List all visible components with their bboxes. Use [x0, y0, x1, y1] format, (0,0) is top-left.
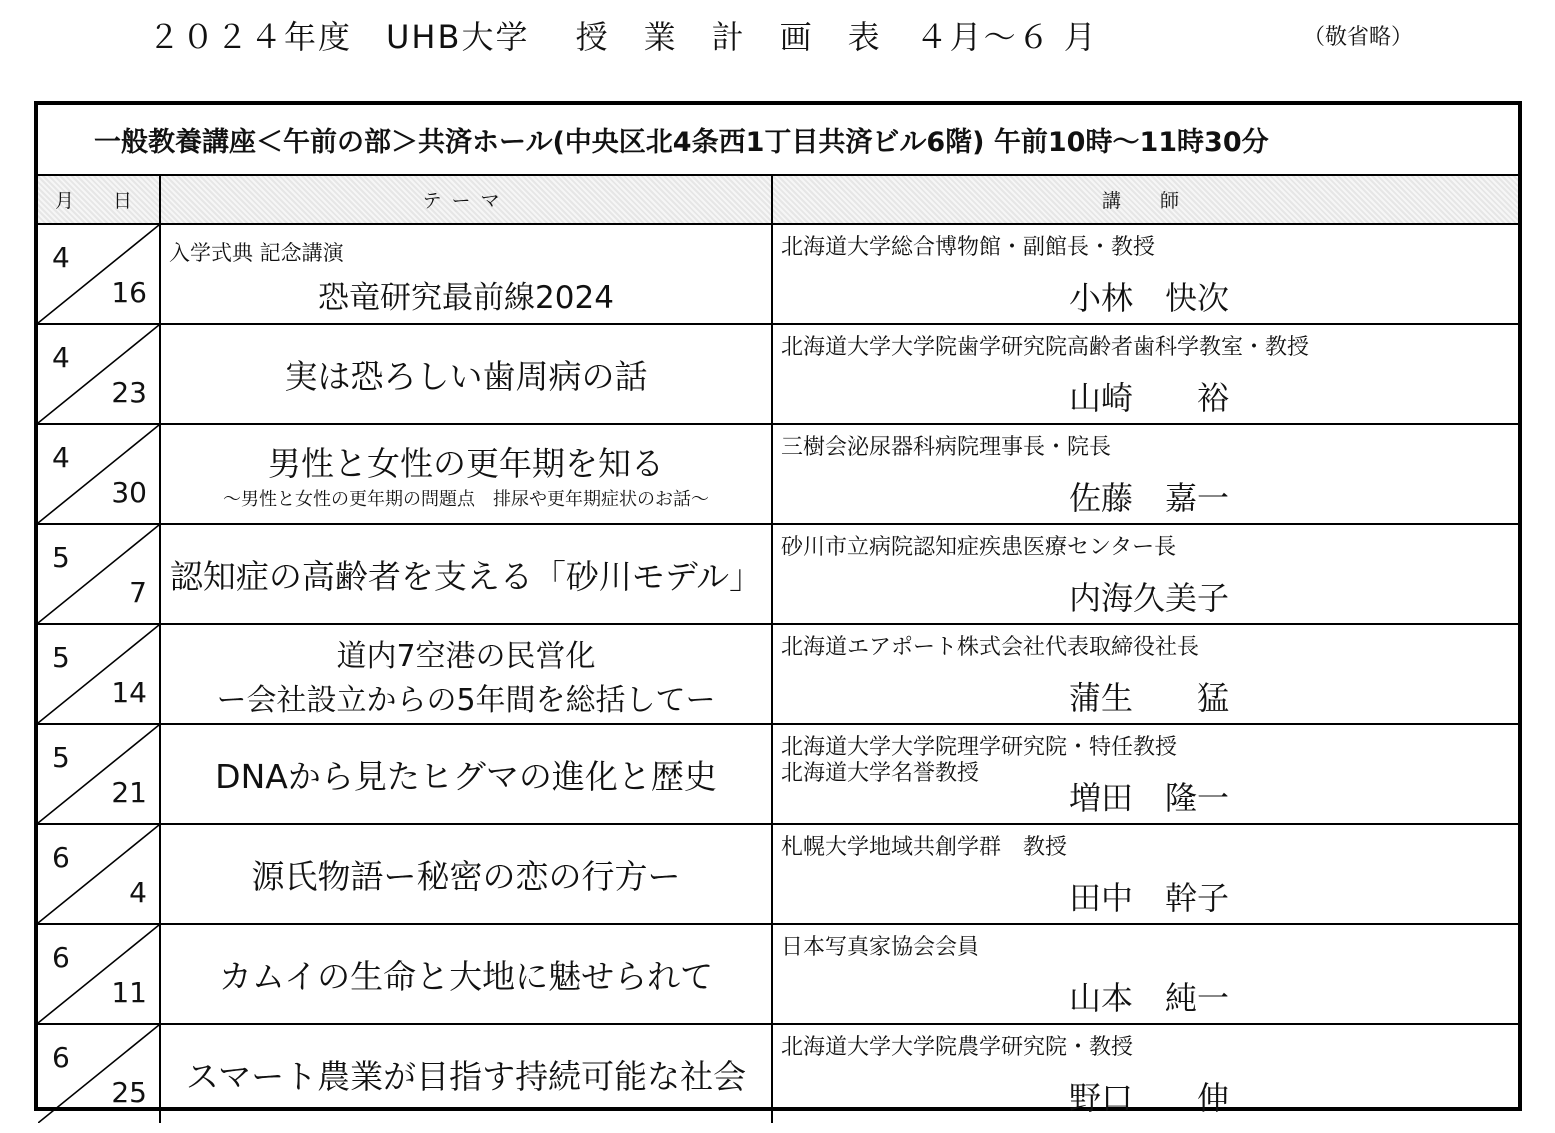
theme-cell — [160, 824, 772, 924]
lecturer-name: 野口 伸 — [1069, 1079, 1230, 1117]
theme-title-line: 道内7空港の民営化 — [336, 639, 596, 674]
lecturer-column-header: 講 師 — [772, 176, 1518, 224]
day-value: 30 — [111, 476, 147, 509]
day-value: 23 — [111, 376, 147, 409]
lecturer-affiliation — [781, 235, 1155, 261]
affiliation-line: 北海道エアポート株式会社代表取締役社長 — [781, 635, 1200, 660]
schedule-rows — [38, 224, 1518, 1123]
day-value: 16 — [111, 276, 147, 309]
theme-title: DNAから見たヒグマの進化と歴史 — [215, 756, 717, 796]
theme-cell — [160, 424, 772, 524]
table-row — [38, 724, 1518, 824]
day-value: 25 — [111, 1076, 147, 1109]
month-value: 4 — [52, 341, 70, 374]
honorific-note: （敬省略） — [1303, 25, 1414, 50]
theme-cell — [160, 624, 772, 724]
lecturer-name: 蒲生 猛 — [1069, 679, 1230, 717]
lecturer-affiliation — [781, 835, 1067, 861]
month-value: 5 — [52, 741, 70, 774]
theme-title: 源氏物語ー秘密の恋の行方ー — [251, 856, 681, 896]
day-value: 21 — [111, 776, 147, 809]
date-cell — [38, 724, 160, 824]
day-value: 11 — [111, 976, 147, 1009]
date-cell — [38, 324, 160, 424]
date-cell — [38, 624, 160, 724]
table-row — [38, 924, 1518, 1024]
theme-cell — [160, 224, 772, 324]
theme-title-line: ー会社設立からの5年間を総括してー — [216, 683, 716, 718]
month-value: 4 — [52, 241, 70, 274]
table-row — [38, 624, 1518, 724]
date-cell — [38, 524, 160, 624]
theme-cell — [160, 324, 772, 424]
theme-title: 恐竜研究最前線2024 — [318, 280, 614, 316]
theme-title: 実は恐ろしい歯周病の話 — [284, 356, 648, 396]
lecturer-cell — [772, 324, 1518, 424]
day-value: 7 — [129, 576, 147, 609]
schedule-table — [38, 176, 1518, 1123]
theme-cell — [160, 524, 772, 624]
table-row — [38, 1024, 1518, 1123]
lecturer-affiliation — [781, 1035, 1133, 1061]
affiliation-line: 札幌大学地域共創学群 教授 — [781, 835, 1068, 860]
lecturer-cell — [772, 624, 1518, 724]
month-value: 6 — [52, 1041, 70, 1074]
theme-title: カムイの生命と大地に魅せられて — [218, 956, 714, 996]
lecturer-name: 内海久美子 — [1069, 579, 1230, 617]
date-cell — [38, 424, 160, 524]
lecturer-cell — [772, 1024, 1518, 1123]
theme-title: 認知症の高齢者を支える「砂川モデル」 — [169, 556, 763, 596]
course-banner: 一般教養講座＜午前の部＞共済ホール(中央区北4条西1丁目共済ビル6階) 午前10時～11時30分 — [38, 105, 1518, 176]
header-row — [38, 176, 1518, 224]
lecturer-name: 山本 純一 — [1069, 979, 1230, 1017]
lecturer-name: 田中 幹子 — [1069, 879, 1230, 917]
affiliation-line: 北海道大学大学院農学研究院・教授 — [781, 1035, 1134, 1060]
day-value: 14 — [111, 676, 147, 709]
affiliation-line: 北海道大学大学院理学研究院・特任教授 — [781, 735, 1178, 760]
theme-cell — [160, 724, 772, 824]
affiliation-line: 北海道大学名誉教授 — [781, 761, 980, 786]
theme-column-header: テーマ — [160, 176, 772, 224]
month-value: 6 — [52, 941, 70, 974]
theme-subtitle: ～男性と女性の更年期の問題点 排尿や更年期症状のお話～ — [223, 488, 709, 510]
document-title: ２０２４年度 UHB大学 授 業 計 画 表 ４月～６ 月 — [148, 18, 1098, 56]
lecturer-cell — [772, 524, 1518, 624]
theme-title: スマート農業が目指す持続可能な社会 — [185, 1056, 747, 1096]
affiliation-line: 砂川市立病院認知症疾患医療センター長 — [781, 535, 1177, 560]
lecturer-affiliation — [781, 535, 1176, 561]
table-row — [38, 324, 1518, 424]
affiliation-line: 北海道大学総合博物館・副館長・教授 — [781, 235, 1156, 260]
lecturer-affiliation — [781, 635, 1199, 661]
table-row — [38, 224, 1518, 324]
theme-cell — [160, 924, 772, 1024]
affiliation-line: 日本写真家協会会員 — [781, 935, 980, 960]
theme-preface: 入学式典 記念講演 — [169, 241, 344, 265]
lecturer-name: 増田 隆一 — [1069, 779, 1230, 817]
theme-title: 男性と女性の更年期を知る — [268, 443, 664, 483]
date-cell — [38, 224, 160, 324]
table-row — [38, 824, 1518, 924]
affiliation-line: 北海道大学大学院歯学研究院高齢者歯科学教室・教授 — [781, 335, 1310, 360]
date-cell — [38, 1024, 160, 1123]
day-value: 4 — [129, 876, 147, 909]
month-value: 6 — [52, 841, 70, 874]
month-value: 5 — [52, 641, 70, 674]
lecturer-cell — [772, 424, 1518, 524]
lecturer-affiliation — [781, 335, 1309, 361]
table-row — [38, 424, 1518, 524]
lecturer-affiliation — [781, 435, 1111, 461]
lecturer-name: 佐藤 嘉一 — [1069, 479, 1230, 517]
lecturer-name: 小林 快次 — [1069, 279, 1230, 317]
lecturer-affiliation — [781, 935, 979, 961]
lecturer-cell — [772, 824, 1518, 924]
date-cell — [38, 924, 160, 1024]
month-value: 4 — [52, 441, 70, 474]
lecturer-cell — [772, 724, 1518, 824]
lecturer-cell — [772, 224, 1518, 324]
theme-cell — [160, 1024, 772, 1123]
date-cell — [38, 824, 160, 924]
month-value: 5 — [52, 541, 70, 574]
schedule-frame — [34, 101, 1522, 1117]
lecturer-cell — [772, 924, 1518, 1024]
table-row — [38, 524, 1518, 624]
date-column-header: 月 日 — [38, 176, 160, 224]
affiliation-line: 三樹会泌尿器科病院理事長・院長 — [781, 435, 1112, 460]
lecturer-name: 山崎 裕 — [1069, 379, 1230, 417]
